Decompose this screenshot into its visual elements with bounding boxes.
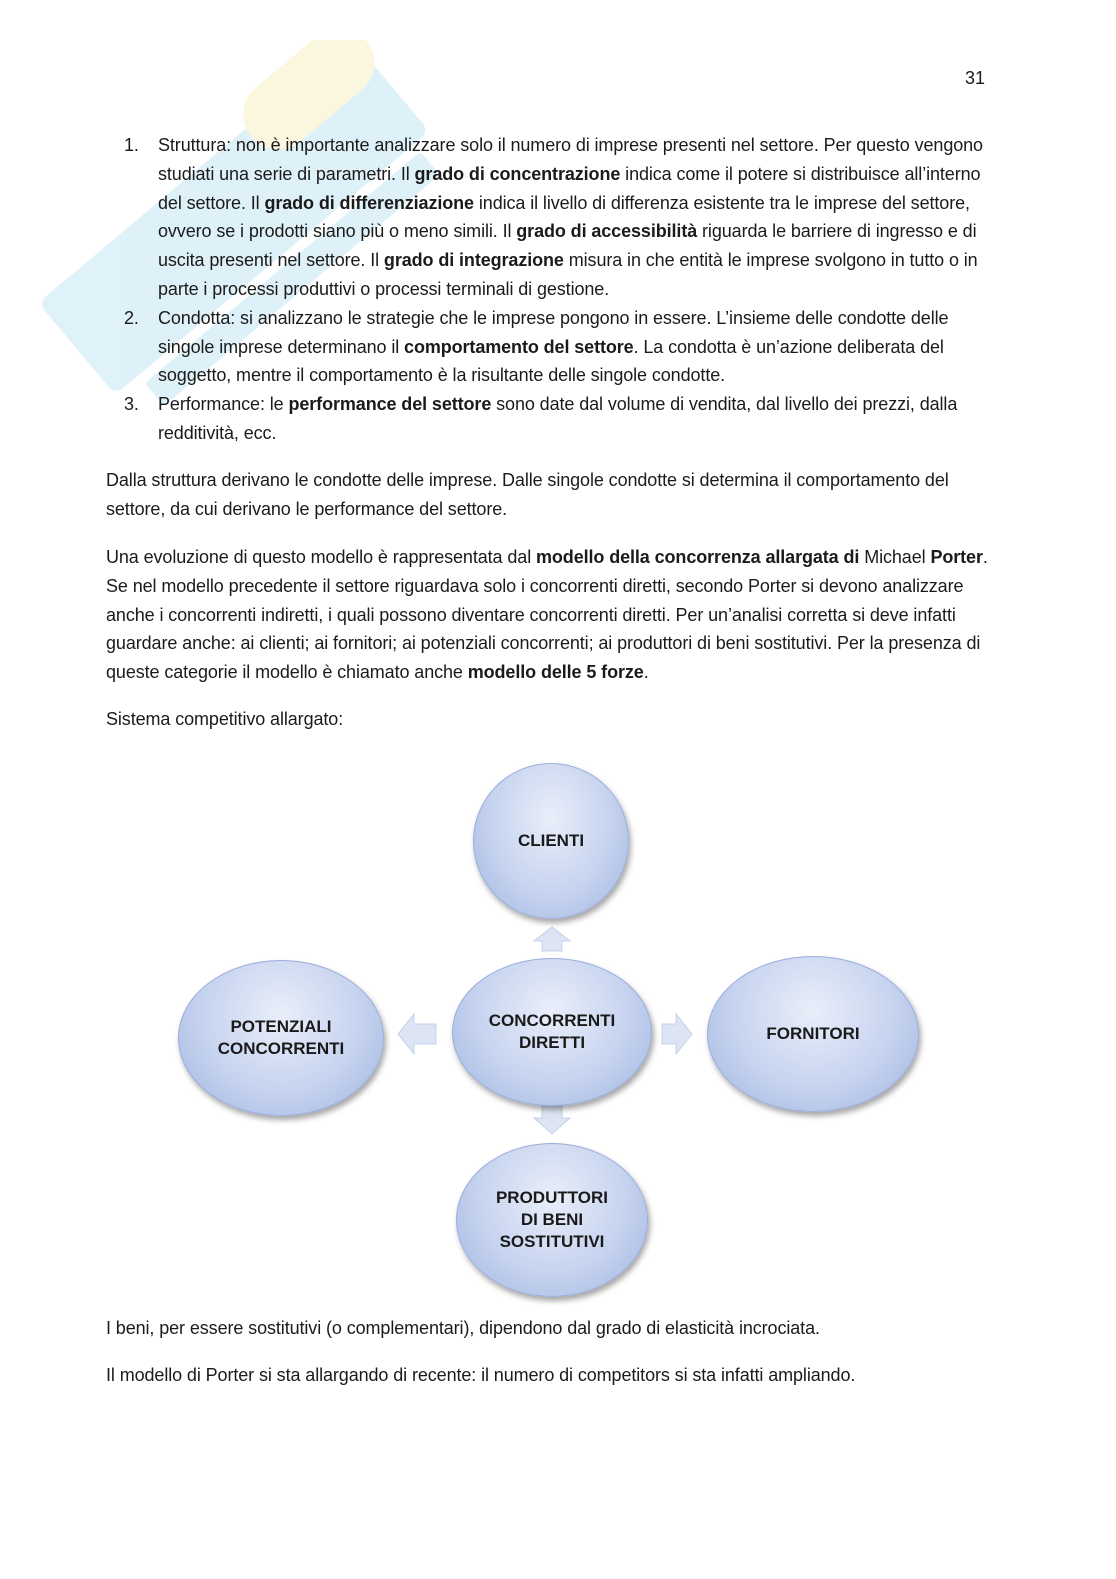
node-bottom-label: PRODUTTORI DI BENI SOSTITUTIVI [495,1188,609,1251]
node-clienti-label: CLIENTI [517,831,585,850]
numbered-list [106,131,1001,448]
arrow-right-icon [660,1012,694,1056]
bold-term: modello delle 5 forze [467,662,644,683]
bold-term: grado di differenziazione [264,192,474,213]
bold-term: grado di accessibilità [516,221,698,242]
list-text: Condotta: si analizzano le strategie che le imprese pongono in essere. L’insieme delle condotte delle singole imprese determinano il comportamento del settore. La condotta è un’azione deliberata del soggetto, mentre il comportamento è la risultante delle singole condotte. [158,307,949,386]
bold-term: comportamento del settore [404,336,634,357]
node-clienti [473,763,629,919]
node-left-label: POTENZIALI CONCORRENTI [217,1017,345,1058]
bold-term: grado di integrazione [383,250,564,271]
page-number: 31 [965,68,986,88]
paragraph-porter: Una evoluzione di questo modello è rappresentata dal modello della concorrenza allargata di Michael Porter. Se nel modello precedente il settore riguardava solo i concorrenti diretti, secondo Porter si devono analizzare anche i concorrenti indiretti, i quali possono diventare concorrenti diretti. Per un’analisi corretta si deve infatti guardare anche: ai clienti; ai fornitori; ai potenziali concorrenti; ai produttori di beni sostitutivi. Per la presenza di queste categorie il modello è chiamato anche modello delle 5 forze. [106,547,988,683]
node-potenziali-concorrenti [178,960,384,1116]
list-item [106,304,1001,390]
bold-term: performance del settore [288,394,492,415]
diagram-caption: Sistema competitivo allargato: [106,709,344,729]
node-right-label: FORNITORI [766,1024,860,1043]
paragraph-structure: Dalla struttura derivano le condotte delle imprese. Dalle singole condotte si determina il comportamento del settore, da cui derivano le performance del settore. [106,470,949,519]
arrow-up-icon [532,925,572,953]
bold-term: modello della concorrenza allargata di [536,547,860,567]
list-item [106,131,1001,304]
list-number: 2. [124,307,139,328]
arrow-left-icon [396,1012,438,1056]
list-text: Performance: le performance del settore sono date dal volume di vendita, dal livello dei prezzi, dalla redditività, ecc. [158,394,958,443]
list-number: 1. [124,135,139,155]
list-item [106,390,1001,448]
paragraph-substitutes: I beni, per essere sostitutivi (o complementari), dipendono dal grado di elasticità incrociata. [106,1318,820,1338]
paragraph-porter-expansion: Il modello di Porter si sta allargando di recente: il numero di competitors si sta infatti ampliando. [106,1365,856,1385]
bold-term: grado di concentrazione [414,163,621,184]
node-concorrenti-diretti [452,958,652,1106]
list-text: Struttura: non è importante analizzare solo il numero di imprese presenti nel settore. Per questo vengono studiati una serie di parametri. Il grado di concentrazione indica come il potere si distribuisce all’interno del settore. Il grado di differenziazione indica il livello di differenza esistente tra le imprese del settore, ovvero se i prodotti siano più o meno simili. Il grado di accessibilità riguarda le barriere di ingresso e di uscita presenti nel settore. Il grado di integrazione misura in che entità le imprese svolgono in tutto o in parte i processi produttivi o processi terminali di gestione. [158,135,983,299]
node-fornitori [707,956,919,1112]
arrow-down-icon [532,1104,572,1136]
list-number: 3. [124,394,139,415]
node-produttori-beni-sostitutivi [456,1143,648,1297]
bold-term: Porter [930,547,983,567]
node-center-label: CONCORRENTI DIRETTI [488,1011,616,1052]
